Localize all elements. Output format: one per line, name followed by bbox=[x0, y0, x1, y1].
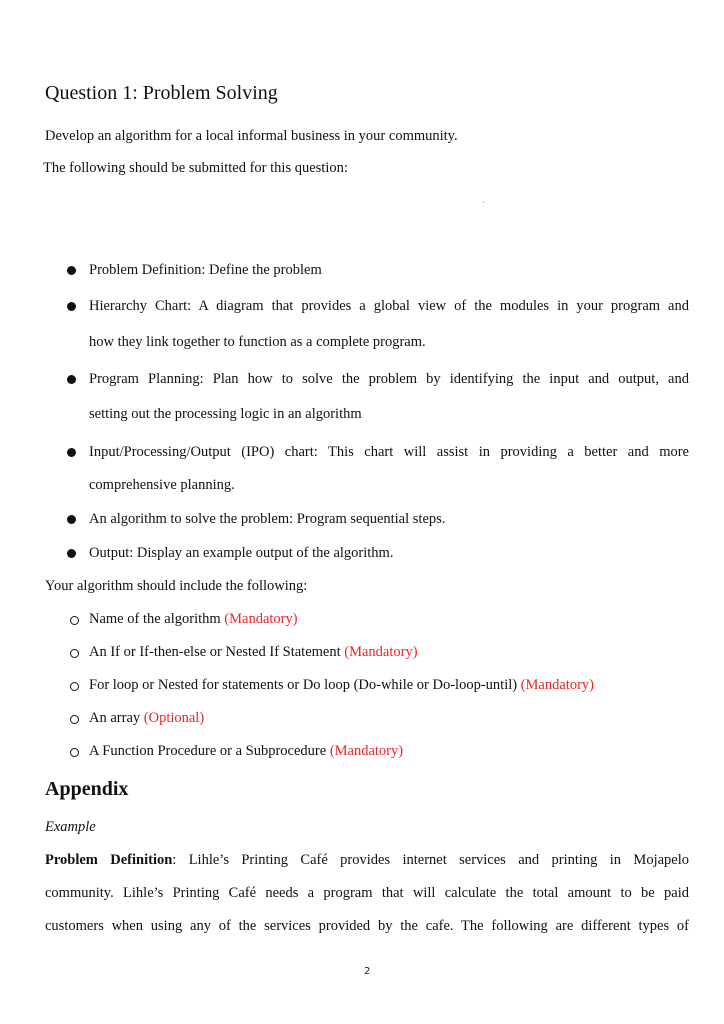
requirement-tag: (Mandatory) bbox=[224, 611, 298, 627]
example-label: Example bbox=[45, 819, 96, 835]
bullet-item-continued: comprehensive planning. bbox=[89, 477, 235, 493]
bullet-item: Output: Display an example output of the algorithm. bbox=[89, 545, 394, 561]
problem-definition-text: : Lihle’s Printing Café provides internet services and printing in Mojapelo bbox=[172, 852, 689, 868]
bullet-item-continued: how they link together to function as a complete program. bbox=[89, 334, 426, 350]
requirement-text: A Function Procedure or a Subprocedure bbox=[89, 743, 327, 759]
bullet-item: An algorithm to solve the problem: Program sequential steps. bbox=[89, 511, 446, 527]
bullet-item: Program Planning: Plan how to solve the problem by identifying the input and output, and bbox=[89, 371, 689, 387]
requirement-item bbox=[89, 644, 418, 661]
problem-definition-label: Problem Definition bbox=[45, 852, 173, 868]
bullet-icon bbox=[67, 266, 76, 275]
bullet-item: Hierarchy Chart: A diagram that provides a global view of the modules in your program and bbox=[89, 298, 689, 314]
bullet-icon bbox=[67, 549, 76, 558]
bullet-icon bbox=[67, 302, 76, 311]
requirement-text: For loop or Nested for statements or Do loop (Do-while or Do-loop-until) bbox=[89, 677, 518, 693]
requirement-tag: (Mandatory) bbox=[344, 644, 418, 660]
bullet-item: Input/Processing/Output (IPO) chart: This chart will assist in providing a better and more bbox=[89, 444, 689, 460]
appendix-title: Appendix bbox=[45, 778, 129, 800]
requirement-tag: (Mandatory) bbox=[329, 743, 404, 759]
stray-mark: ˘ bbox=[482, 200, 485, 210]
circle-bullet-icon bbox=[70, 649, 79, 658]
circle-bullet-icon bbox=[70, 682, 79, 691]
circle-bullet-icon bbox=[70, 748, 79, 757]
bullet-item-continued: setting out the processing logic in an algorithm bbox=[89, 406, 362, 422]
page-number: 2 bbox=[364, 966, 371, 977]
requirement-text: An If or If-then-else or Nested If Statement bbox=[89, 644, 341, 660]
bullet-item: Problem Definition: Define the problem bbox=[89, 262, 322, 278]
problem-definition-line bbox=[45, 852, 689, 869]
circle-bullet-icon bbox=[70, 715, 79, 724]
problem-definition-line: customers when using any of the services provided by the cafe. The following are different types of bbox=[45, 918, 689, 934]
requirement-item bbox=[89, 743, 403, 760]
bullet-icon bbox=[67, 448, 76, 457]
question-intro: Develop an algorithm for a local informal business in your community. bbox=[45, 128, 458, 144]
problem-definition-line: community. Lihle’s Printing Café needs a program that will calculate the total amount to be paid bbox=[45, 885, 689, 901]
circle-bullet-icon bbox=[70, 616, 79, 625]
bullet-icon bbox=[67, 515, 76, 524]
requirement-tag: (Mandatory) bbox=[520, 677, 594, 693]
submit-line: The following should be submitted for this question: bbox=[43, 160, 348, 176]
requirement-text: An array bbox=[89, 710, 141, 726]
question-title: Question 1: Problem Solving bbox=[45, 82, 278, 104]
requirement-tag: (Optional) bbox=[143, 710, 205, 726]
requirement-item bbox=[89, 677, 594, 694]
requirement-item bbox=[89, 710, 204, 727]
requirement-item bbox=[89, 611, 298, 628]
bullet-icon bbox=[67, 375, 76, 384]
requirement-text: Name of the algorithm bbox=[89, 611, 221, 627]
include-heading: Your algorithm should include the following: bbox=[45, 578, 308, 594]
